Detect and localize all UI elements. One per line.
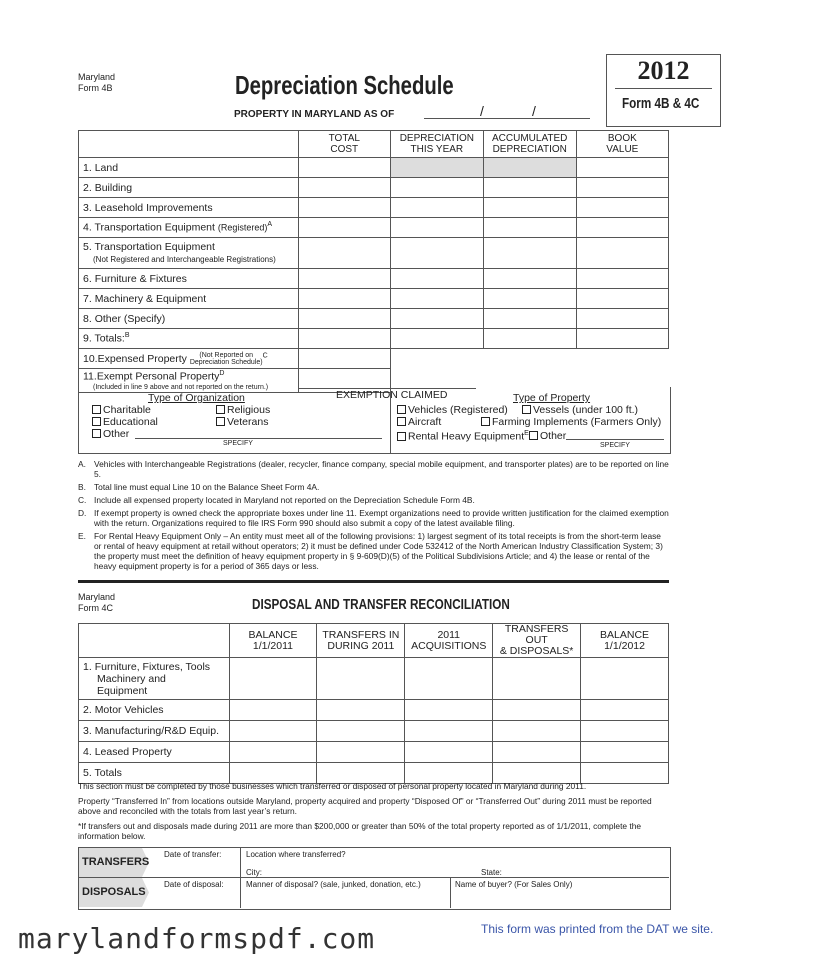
row-label: 7. Machinery & Equipment	[79, 289, 299, 309]
cell-input[interactable]	[581, 742, 669, 763]
cell-input[interactable]	[390, 289, 483, 309]
table-row	[79, 218, 669, 238]
cell-input[interactable]	[483, 309, 576, 329]
date-slash: /	[532, 103, 536, 119]
footnotes	[78, 459, 669, 571]
col-transfers-in: TRANSFERS IN DURING 2011	[317, 624, 405, 658]
row-label: 1. Furniture, Fixtures, Tools Machinery and Equipment	[79, 658, 230, 700]
state-label-field: State:	[481, 868, 502, 877]
row-label: 3. Manufacturing/R&D Equip.	[79, 721, 230, 742]
cell-input[interactable]	[576, 309, 668, 329]
section-divider	[78, 580, 669, 583]
location-label: Location where transferred?	[246, 850, 346, 859]
date-disposal-label: Date of disposal:	[164, 880, 224, 889]
cell-input[interactable]	[317, 742, 405, 763]
city-label: City:	[246, 868, 262, 877]
col-balance-2012: BALANCE 1/1/2012	[581, 624, 669, 658]
cell-input[interactable]	[483, 218, 576, 238]
cell-input[interactable]	[576, 218, 668, 238]
other-org-field[interactable]	[135, 438, 382, 439]
cell-input[interactable]	[390, 238, 483, 269]
cell-input[interactable]	[298, 329, 390, 349]
date-slash: /	[480, 103, 484, 119]
cell-input[interactable]	[298, 238, 390, 269]
cell-input[interactable]	[405, 721, 493, 742]
row-label: 4. Transportation Equipment (Registered)$^A$	[79, 218, 299, 238]
table-row	[79, 721, 669, 742]
cell-input[interactable]	[483, 178, 576, 198]
table-row	[79, 349, 669, 369]
other-property-checkbox[interactable]: Other	[529, 430, 566, 442]
col-total-cost: TOTAL COST	[298, 131, 390, 158]
cell-input[interactable]	[576, 178, 668, 198]
cell-input[interactable]	[405, 742, 493, 763]
farming-checkbox[interactable]: Farming Implements (Farmers Only)	[481, 416, 661, 428]
section-title: DISPOSAL AND TRANSFER RECONCILIATION	[252, 596, 510, 613]
state-label-4c: Maryland	[78, 592, 116, 602]
table-row	[79, 198, 669, 218]
state-label: Maryland	[78, 72, 116, 82]
table-row	[79, 178, 669, 198]
cell-input[interactable]	[390, 218, 483, 238]
reconciliation-table	[78, 623, 669, 784]
org-heading: Type of Organization	[148, 392, 245, 404]
cell-input[interactable]	[576, 198, 668, 218]
other-org-checkbox[interactable]: Other	[92, 428, 129, 440]
cell-input[interactable]	[298, 198, 390, 218]
cell-input[interactable]	[390, 329, 483, 349]
cell-input[interactable]	[390, 178, 483, 198]
cell-input[interactable]	[483, 269, 576, 289]
buyer-label: Name of buyer? (For Sales Only)	[455, 880, 573, 889]
aircraft-checkbox[interactable]: Aircraft	[397, 416, 441, 428]
cell-input[interactable]	[493, 721, 581, 742]
subtitle: PROPERTY IN MARYLAND AS OF	[234, 109, 395, 120]
as-of-date-field[interactable]	[424, 118, 590, 119]
page-title: Depreciation Schedule	[235, 70, 454, 100]
cell-input[interactable]	[576, 269, 668, 289]
charitable-checkbox[interactable]: Charitable	[92, 404, 151, 416]
table-row	[79, 658, 669, 700]
form-id-4c: Form 4C	[78, 603, 114, 613]
educational-checkbox[interactable]: Educational	[92, 416, 158, 428]
footnote-item: C. Include all expensed property located in Maryland not reported on the Depreciation Schedule Form 4B.	[78, 495, 475, 505]
row-label: 11.Exempt Personal Property$^D$ (Included in line 9 above and not reported on the return.)	[79, 369, 299, 393]
depreciation-table	[78, 130, 669, 393]
table-row	[79, 309, 669, 329]
cell-input[interactable]	[298, 349, 390, 369]
table-row	[79, 238, 669, 269]
footnote-item: E. For Rental Heavy Equipment Only – An entity must meet all of the following provisions: 1) largest segment of its total receipts is from the short-term lease or rental of heavy equipment at retail without operators; 2) it must be defined under Code 532412 of the North American Industry Classification System; 3) the property must meet the definition of heavy equipment property in § 9-609(D)(5) of the Political Subdivisions Article; and 4) the lease or rental of the heavy equipment property is for a period of 365 days or less.	[78, 531, 663, 571]
watermark: marylandformspdf.com	[18, 922, 376, 955]
cell-input[interactable]	[493, 658, 581, 700]
row-label: 2. Building	[79, 178, 299, 198]
religious-checkbox[interactable]: Religious	[216, 404, 270, 416]
cell-input[interactable]	[298, 158, 390, 178]
cell-input[interactable]	[483, 289, 576, 309]
cell-input[interactable]	[390, 198, 483, 218]
transfers-label: TRANSFERS	[82, 856, 150, 868]
veterans-checkbox[interactable]: Veterans	[216, 416, 268, 428]
cell-input[interactable]	[483, 198, 576, 218]
cell-input[interactable]	[298, 289, 390, 309]
cell-input[interactable]	[298, 309, 390, 329]
row-label: 5. Totals	[79, 763, 230, 784]
rental-checkbox[interactable]: Rental Heavy Equipment$^E$	[397, 430, 529, 443]
note-1: This section must be completed by those businesses which transferred or disposed of personal property located in Maryland during 2011.	[78, 781, 587, 791]
cell-input[interactable]	[483, 329, 576, 349]
col-balance-2011: BALANCE 1/1/2011	[229, 624, 317, 658]
cell-input[interactable]	[298, 218, 390, 238]
cell-input[interactable]	[581, 700, 669, 721]
row-label: 4. Leased Property	[79, 742, 230, 763]
cell-input[interactable]	[229, 700, 317, 721]
row-label: 8. Other (Specify)	[79, 309, 299, 329]
table-row	[79, 269, 669, 289]
cell-input[interactable]	[229, 742, 317, 763]
table-row	[79, 158, 669, 178]
col-acquisitions: 2011 ACQUISITIONS	[405, 624, 493, 658]
col-depreciation: DEPRECIATION THIS YEAR	[390, 131, 483, 158]
property-heading: Type of Property	[513, 392, 591, 404]
row-label: 10.Expensed Property (Not Reported on Depreciation Schedule)$^C$	[79, 349, 299, 369]
row-label: 6. Furniture & Fixtures	[79, 269, 299, 289]
exemption-heading: EXEMPTION CLAIMED	[336, 389, 448, 401]
col-book-value: BOOK VALUE	[576, 131, 668, 158]
cell-input[interactable]	[317, 721, 405, 742]
cell-input[interactable]	[390, 269, 483, 289]
cell-input[interactable]	[576, 329, 668, 349]
cell-input[interactable]	[576, 158, 668, 178]
col-transfers-out: TRANSFERS OUT & DISPOSALS*	[493, 624, 581, 658]
form-id: Form 4B	[78, 83, 113, 93]
table-row	[79, 289, 669, 309]
cell-input[interactable]	[317, 700, 405, 721]
row-label: 2. Motor Vehicles	[79, 700, 230, 721]
row-label: 9. Totals:$^B$	[79, 329, 299, 349]
cell-input[interactable]	[229, 721, 317, 742]
cell-input[interactable]	[581, 721, 669, 742]
vessels-checkbox[interactable]: Vessels (under 100 ft.)	[522, 404, 638, 416]
cell-input[interactable]	[229, 658, 317, 700]
cell-input[interactable]	[493, 742, 581, 763]
cell-input[interactable]	[405, 658, 493, 700]
table-row	[79, 742, 669, 763]
cell-input[interactable]	[576, 289, 668, 309]
instructions	[78, 781, 669, 841]
footnote-item: A. Vehicles with Interchangeable Registrations (dealer, recycler, finance company, special mobile equipment, and transporter plates) are to be reported on line 5.	[78, 459, 669, 479]
printed-note: This form was printed from the DAT we site.	[481, 922, 714, 936]
form-badge: Form 4B & 4C	[622, 95, 700, 112]
row-label: 3. Leasehold Improvements	[79, 198, 299, 218]
note-3: *If transfers out and disposals made during 2011 are more than $200,000 or greater than 50% of the total property reported as of 1/1/2011, complete the information below.	[78, 821, 642, 841]
cell-input[interactable]	[483, 238, 576, 269]
cell-input[interactable]	[298, 178, 390, 198]
cell-input[interactable]	[493, 700, 581, 721]
year-badge	[606, 54, 721, 127]
manner-label: Manner of disposal? (sale, junked, donation, etc.)	[246, 880, 421, 889]
footnote-item: B. Total line must equal Line 10 on the Balance Sheet Form 4A.	[78, 482, 320, 492]
disposals-label: DISPOSALS	[82, 886, 146, 898]
cell-input[interactable]	[390, 309, 483, 329]
table-row	[79, 329, 669, 349]
vehicles-checkbox[interactable]: Vehicles (Registered)	[397, 404, 508, 416]
footnote-item: D. If exempt property is owned check the appropriate boxes under line 11. Exempt organizations need to provide written justification for the claimed exemption with the return. Organizations required to file IRS Form 990 should also submit a copy of the latest available filing.	[78, 508, 669, 528]
other-property-field[interactable]	[566, 439, 664, 440]
cell-input[interactable]	[581, 658, 669, 700]
note-2: Property “Transferred In” from locations outside Maryland, property acquired and property “Disposed Of” or “Transferred Out” during 2011 must be reported above and reconciled with the totals from last year’s return.	[78, 796, 652, 816]
cell-input[interactable]	[576, 238, 668, 269]
row-label: 5. Transportation Equipment (Not Registered and Interchangeable Registrations)	[79, 238, 299, 269]
specify-label: SPECIFY	[600, 442, 630, 449]
specify-label: SPECIFY	[223, 440, 253, 447]
cell-input[interactable]	[298, 269, 390, 289]
year-text: 2012	[637, 56, 690, 85]
table-row	[79, 700, 669, 721]
cell-input[interactable]	[405, 700, 493, 721]
date-transfer-label: Date of transfer:	[164, 850, 222, 859]
cell-input[interactable]	[317, 658, 405, 700]
row-label: 1. Land	[79, 158, 299, 178]
col-accumulated: ACCUMULATED DEPRECIATION	[483, 131, 576, 158]
